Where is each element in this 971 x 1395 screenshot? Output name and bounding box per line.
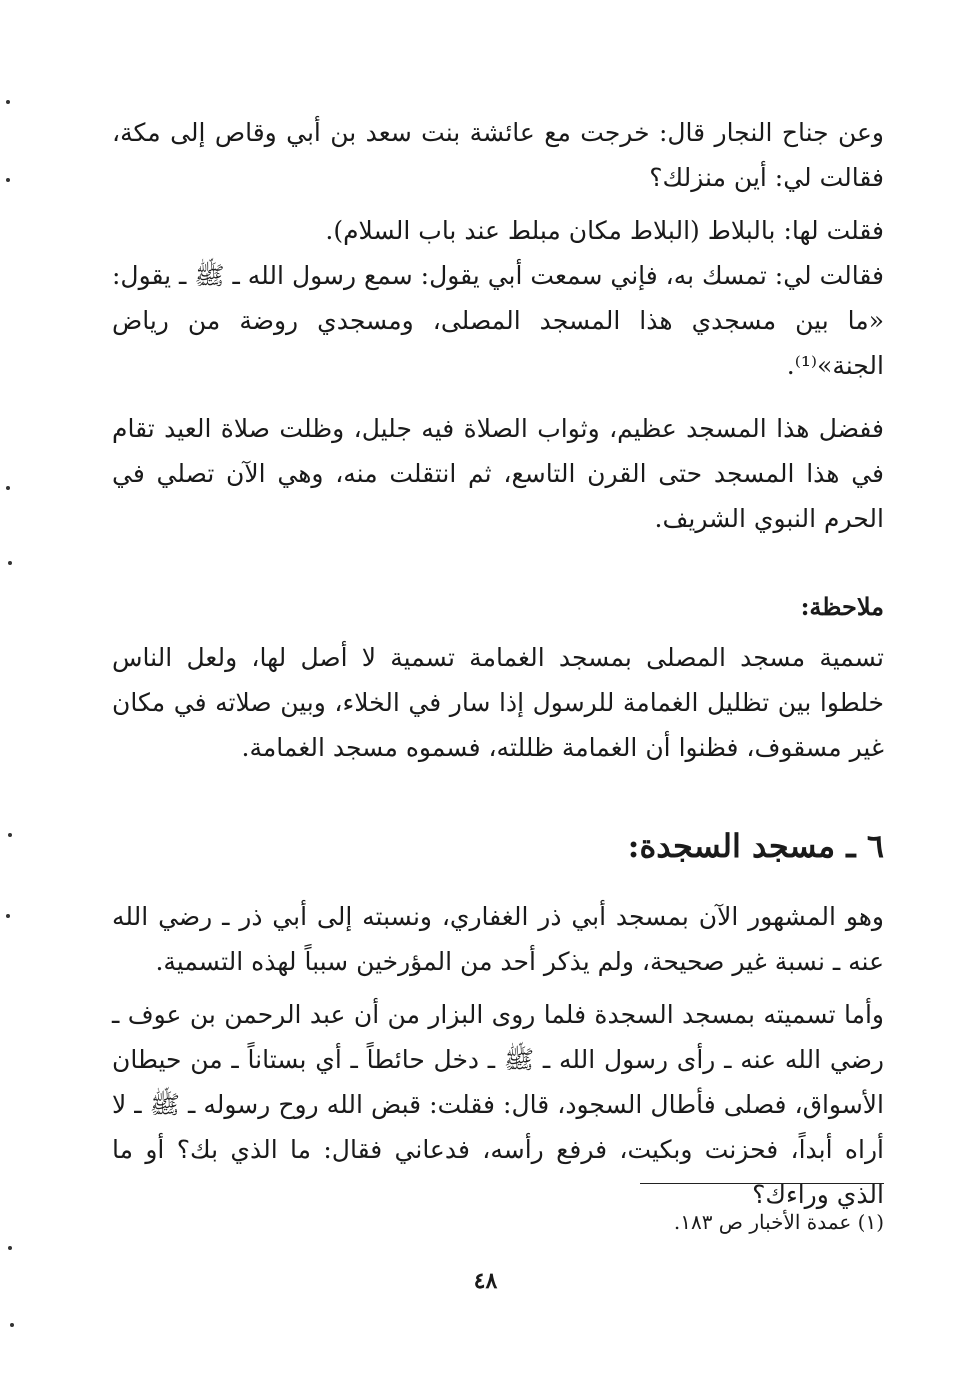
page-body <box>112 110 884 1217</box>
footnote: (١) عمدة الأخبار ص ١٨٣. <box>673 1210 884 1234</box>
scan-speck <box>8 1246 12 1250</box>
scan-speck <box>6 486 10 490</box>
paragraph-3: فقالت لي: تمسك به، فإني سمعت أبي يقول: سمع رسول الله ـ ﷺ ـ يقول: «ما بين مسجدي هذا المسجد المصلى، ومسجدي روضة من رياض الجنة»⁽¹⁾. <box>112 261 884 380</box>
section-heading: ٦ ـ مسجد السجدة: <box>627 827 884 865</box>
paragraph-2: فقلت لها: بالبلاط (البلاط مكان مبلط عند باب السلام). <box>325 216 884 245</box>
scan-speck <box>6 100 10 104</box>
note-heading: ملاحظة: <box>800 592 884 621</box>
page-number: ٤٨ <box>473 1268 498 1294</box>
scan-speck <box>6 914 10 918</box>
scan-speck <box>8 561 12 565</box>
paragraph-1: وعن جناح النجار قال: خرجت مع عائشة بنت سعد بن أبي وقاص إلى مكة، فقالت لي: أين منزلك؟ <box>112 118 884 192</box>
paragraph-4: ففضل هذا المسجد عظيم، وثواب الصلاة فيه جليل، وظلت صلاة العيد تقام في هذا المسجد حتى القرن التاسع، ثم انتقلت منه، وهي الآن تصلي في الحرم النبوي الشريف. <box>112 414 884 533</box>
footnote-divider <box>640 1183 884 1184</box>
scan-speck <box>10 1323 14 1327</box>
note-text: تسمية مسجد المصلى بمسجد الغمامة تسمية لا أصل لها، ولعل الناس خلطوا بين تظليل الغمامة للرسول إذا سار في الخلاء، وبين صلاته في مكان غير مسقوف، فظنوا أن الغمامة ظللته، فسموه مسجد الغمامة. <box>112 643 884 762</box>
scan-speck <box>6 178 10 182</box>
section-paragraph-1: وهو المشهور الآن بمسجد أبي ذر الغفاري، ونسبته إلى أبي ذر ـ رضي الله عنه ـ نسبة غير صحيحة، ولم يذكر أحد من المؤرخين سبباً لهذه التسمية. <box>112 902 885 976</box>
scan-speck <box>8 833 12 837</box>
section-paragraph-2: وأما تسميته بمسجد السجدة فلما روى البزار من أن عبد الرحمن بن عوف ـ رضي الله عنه ـ رأى رسول الله ـ ﷺ ـ دخل حائطاً ـ أي بستاناً ـ من حيطان الأسواق، فصلى فأطال السجود، قال: فقلت: قبض الله روح رسوله ـ ﷺ ـ لا أراه أبداً، فحزنت وبكيت، فرفع رأسه، فدعاني فقال: ما الذي بك؟ أو ما الذي وراءك؟ <box>112 1000 884 1209</box>
